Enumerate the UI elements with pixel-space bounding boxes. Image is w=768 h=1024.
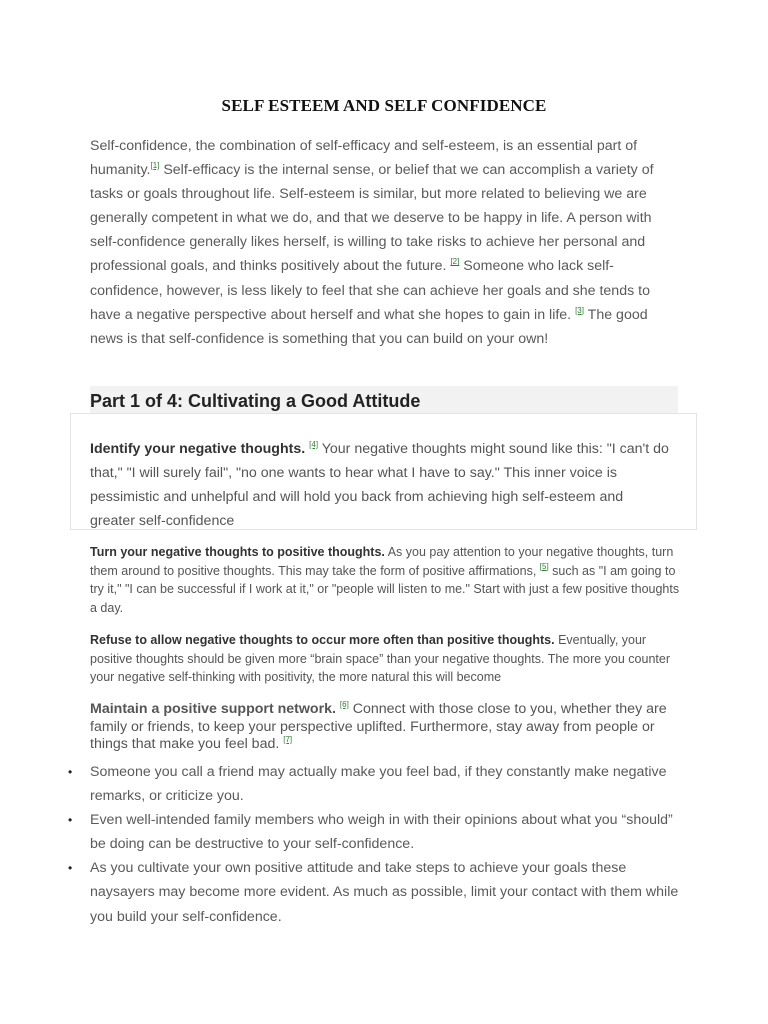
step-2	[90, 543, 680, 617]
list-item-text: As you cultivate your own positive attitude and take steps to achieve your goals these naysayers may become more evident. As much as possible, limit your contact with them while you build your self-confidence.	[90, 860, 679, 925]
list-item	[65, 760, 685, 808]
intro-text-4: The good news is that self-confidence is something that you can build on your own!	[90, 306, 648, 347]
step-1	[90, 437, 670, 533]
bullet-icon: •	[68, 765, 73, 779]
list-item	[65, 856, 685, 928]
footnote-ref-6[interactable]: [6]	[339, 700, 349, 709]
bullet-icon: •	[68, 861, 73, 876]
footnote-ref-2[interactable]: [2]	[450, 257, 460, 267]
list-item-text: Even well-intended family members who weigh in with their opinions about what you “should” be doing can be destructive to your self-confidence.	[90, 812, 673, 853]
intro-text-3: Someone who lack self-confidence, however, is less likely to feel that she can achieve her goals and she tends to have a negative perspective about herself and what she hopes to gain in life.	[90, 258, 650, 323]
list-item-text: Someone you call a friend may actually make you feel bad, if they constantly make negative remarks, or criticize you.	[90, 764, 667, 805]
step-2-title: Turn your negative thoughts to positive thoughts.	[90, 545, 385, 559]
step-3-text: Eventually, your positive thoughts should be given more “brain space” than your negative thoughts. The more you counter your negative self-thinking with positivity, the more natural this will become	[90, 633, 670, 684]
list-item	[65, 808, 685, 856]
bullet-icon: •	[68, 813, 73, 828]
document-title: SELF ESTEEM AND SELF CONFIDENCE	[221, 96, 547, 115]
step-3	[90, 631, 680, 687]
intro-paragraph	[90, 134, 678, 351]
intro-text-1: Self-confidence, the combination of self-efficacy and self-esteem, is an essential part of humanity.	[90, 138, 638, 179]
intro-text-2: Self-efficacy is the internal sense, or belief that we can accomplish a variety of tasks or goals throughout life. Self-esteem is similar, but more related to believing we are generally competent in what we do, and that we deserve to be happy in life. A person with self-confidence generally likes herself, is willing to take risks to achieve her personal and professional goals, and thinks positively about the future.	[90, 162, 654, 275]
step-4-text: Connect with those close to you, whether they are family or friends, to keep your perspective uplifted. Furthermore, stay away from people or things that make you feel bad.	[90, 701, 667, 752]
step-4	[90, 701, 680, 754]
section-heading: Part 1 of 4: Cultivating a Good Attitude	[90, 391, 421, 411]
footnote-ref-5[interactable]: [5]	[539, 561, 549, 571]
step-2-text-a: As you pay attention to your negative thoughts, turn them around to positive thoughts. This may take the form of positive affirmations,	[90, 545, 674, 578]
footnote-ref-7[interactable]: [7]	[283, 735, 293, 744]
support-network-list	[65, 760, 685, 929]
step-3-title: Refuse to allow negative thoughts to occur more often than positive thoughts.	[90, 633, 555, 647]
step-2-text-b: such as "I am going to try it," "I can be successful if I work at it," or "people will listen to me." Start with just a few positive thoughts a day.	[90, 563, 680, 615]
step-4-title: Maintain a positive support network.	[90, 701, 340, 717]
step-1-title: Identify your negative thoughts.	[90, 441, 310, 457]
step-1-text: Your negative thoughts might sound like this: "I can't do that," "I will surely fail", "no one wants to hear what I have to say." This inner voice is pessimistic and unhelpful and will hold you back from achieving high self-esteem and greater self-confidence	[90, 441, 669, 530]
footnote-ref-1[interactable]: [1]	[150, 161, 160, 171]
footnote-ref-3[interactable]: [3]	[575, 305, 584, 315]
footnote-ref-4[interactable]: [4]	[309, 440, 319, 449]
